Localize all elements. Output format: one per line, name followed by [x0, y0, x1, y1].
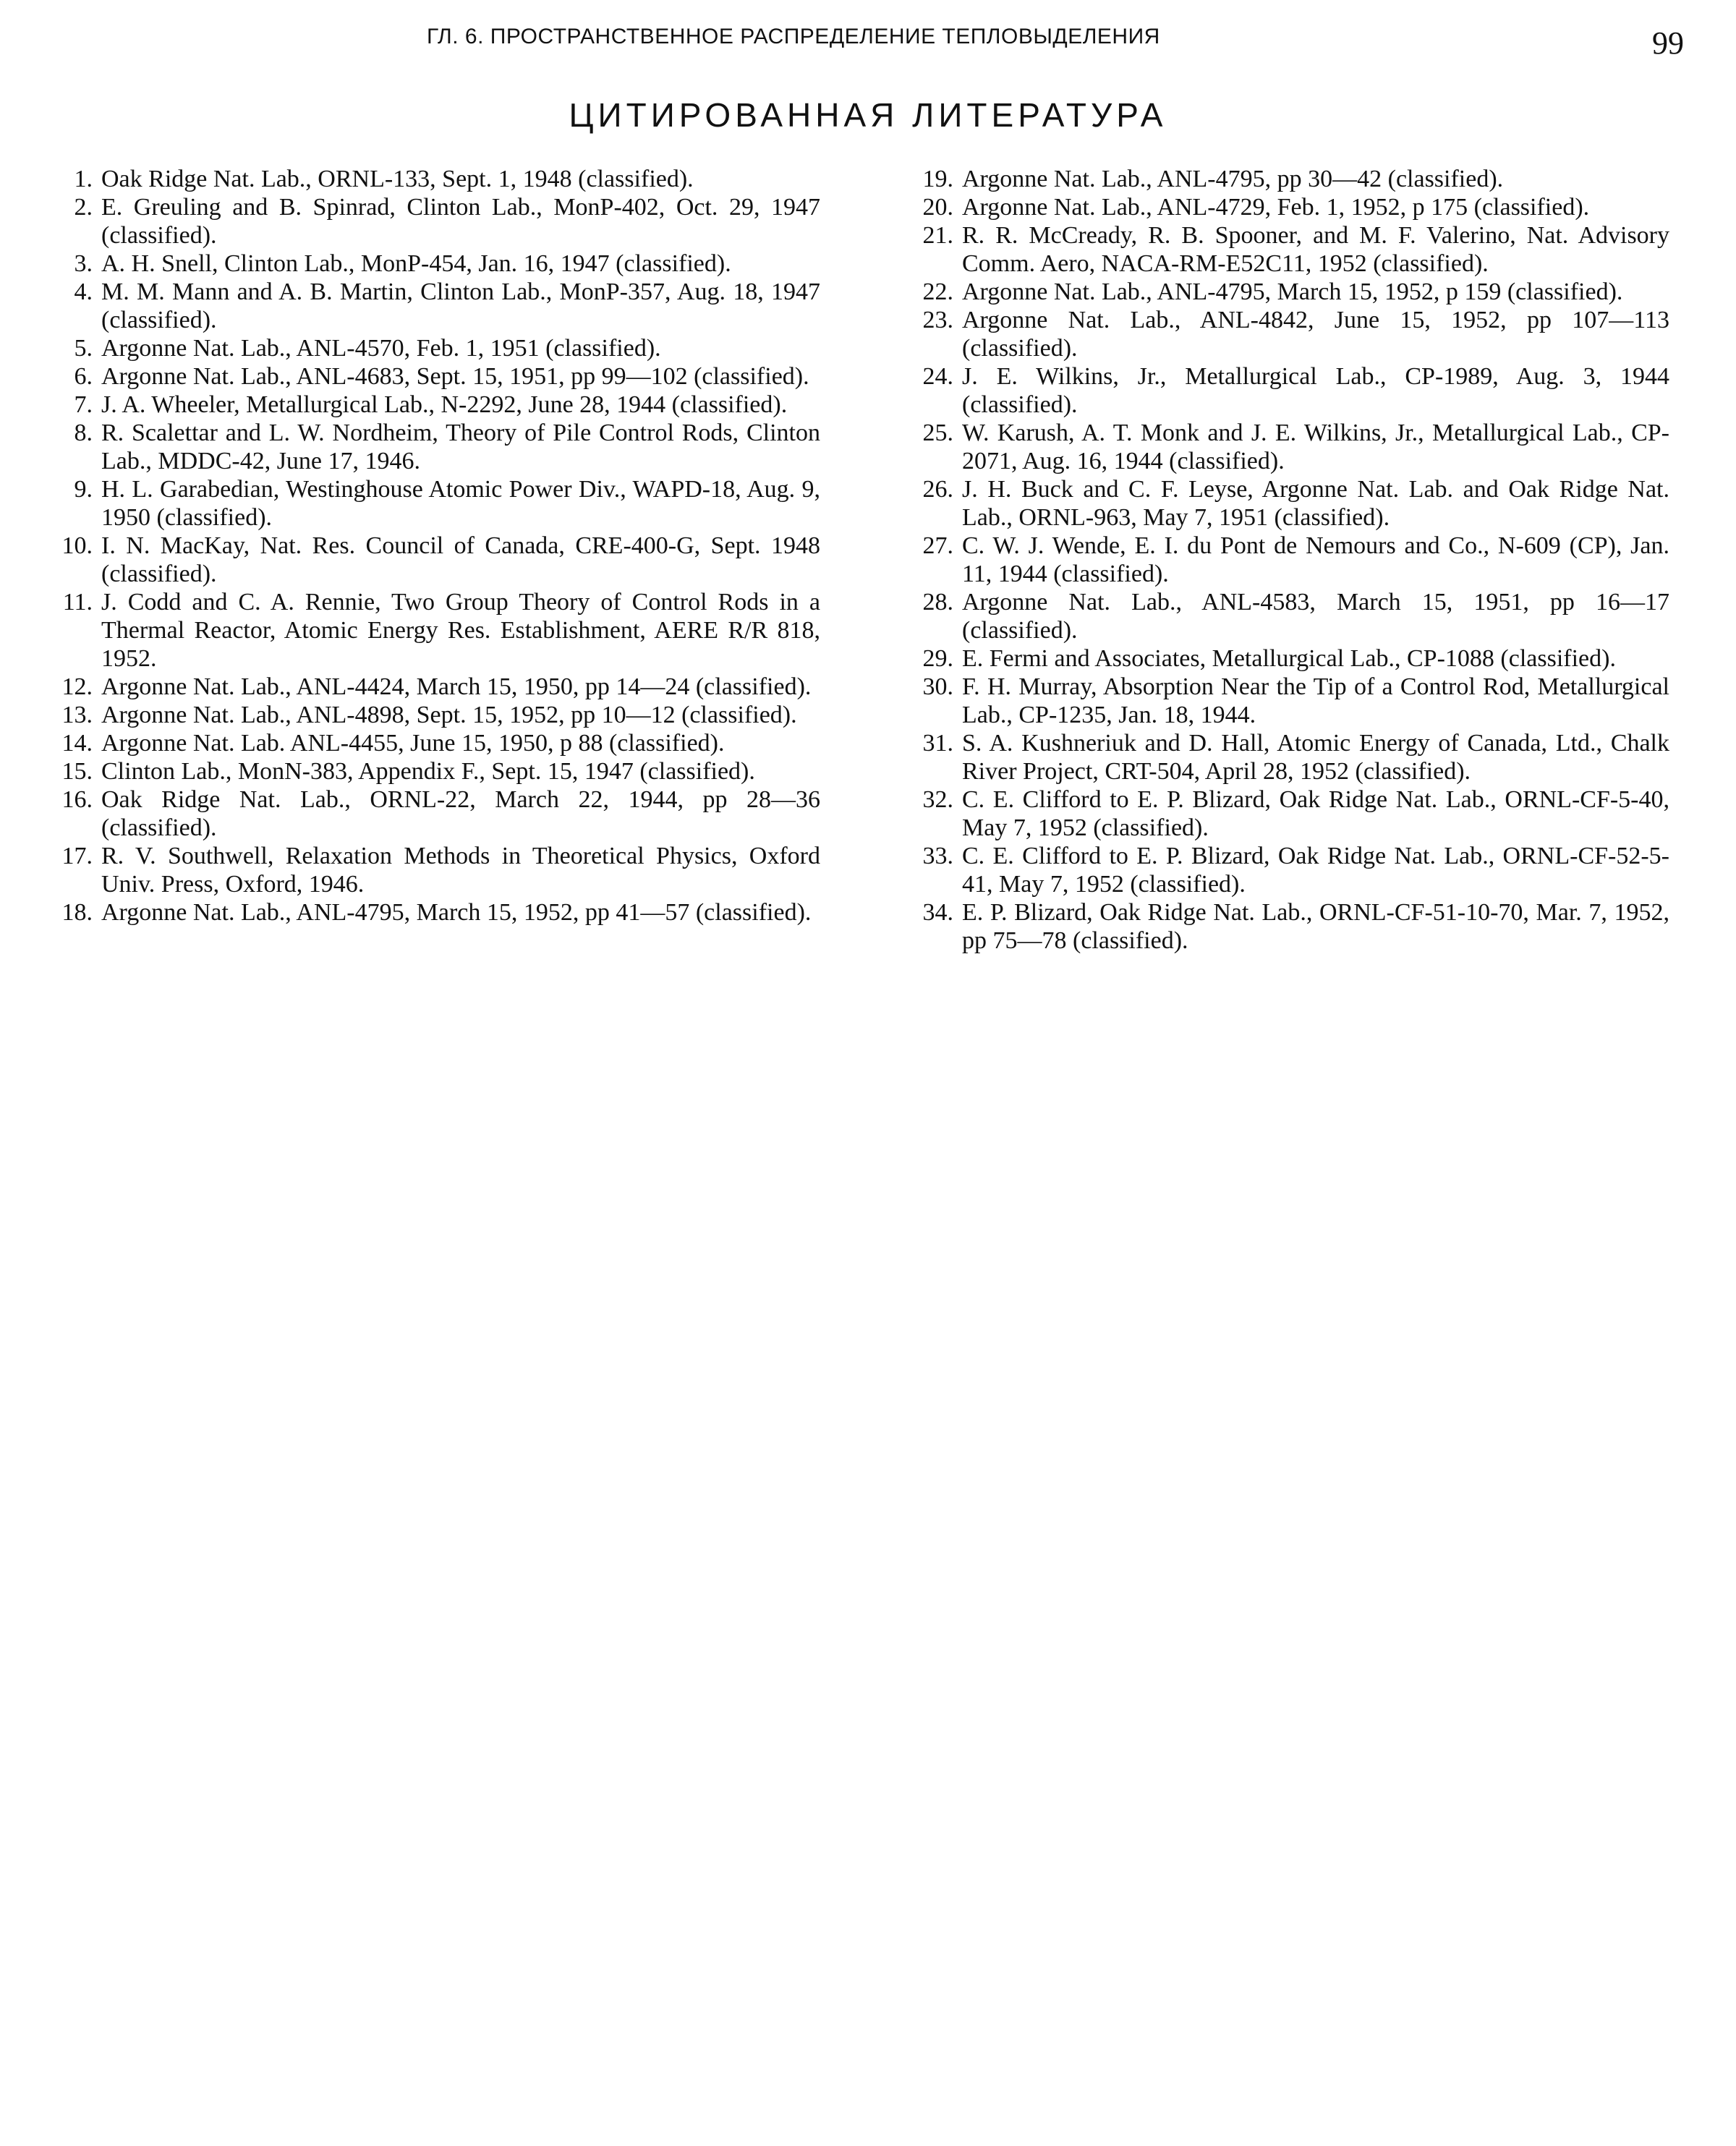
- reference-text: J. H. Buck and C. F. Leyse, Argonne Nat. Lab. and Oak Ridge Nat. Lab., ORNL-963, May 7, 1951 (classified).: [962, 476, 1669, 531]
- reference-item: [907, 673, 1669, 729]
- reference-number: 7.: [74, 391, 93, 418]
- reference-item: [907, 729, 1669, 785]
- reference-text: R. V. Southwell, Relaxation Methods in Theoretical Physics, Oxford Univ. Press, Oxford, 1946.: [101, 843, 820, 898]
- reference-item: [58, 757, 820, 785]
- reference-number: 14.: [61, 730, 93, 757]
- reference-number: 32.: [922, 786, 953, 813]
- reference-item: [58, 842, 820, 898]
- reference-number: 23.: [922, 307, 953, 333]
- reference-text: J. Codd and C. A. Rennie, Two Group Theory of Control Rods in a Thermal Reactor, Atomic Energy Res. Establishment, AERE R/R 818, 1952.: [101, 589, 820, 672]
- reference-item: [907, 532, 1669, 588]
- reference-text: Argonne Nat. Lab., ANL-4795, March 15, 1952, p 159 (classified).: [962, 278, 1623, 305]
- reference-text: Argonne Nat. Lab., ANL-4795, March 15, 1952, pp 41—57 (classified).: [101, 899, 812, 926]
- reference-item: [907, 221, 1669, 278]
- reference-number: 4.: [74, 278, 93, 305]
- section-title: ЦИТИРОВАННАЯ ЛИТЕРАТУРА: [569, 96, 1167, 134]
- reference-item: [907, 165, 1669, 193]
- reference-number: 24.: [922, 363, 953, 390]
- reference-number: 12.: [61, 673, 93, 700]
- reference-number: 30.: [922, 673, 953, 700]
- reference-number: 11.: [62, 589, 93, 616]
- reference-item: [907, 193, 1669, 221]
- reference-item: [58, 165, 820, 193]
- reference-item: [58, 588, 820, 673]
- reference-item: [58, 419, 820, 475]
- reference-number: 29.: [922, 645, 953, 672]
- reference-text: Oak Ridge Nat. Lab., ORNL-22, March 22, 1944, pp 28—36 (classified).: [101, 786, 820, 841]
- reference-text: S. A. Kushneriuk and D. Hall, Atomic Energy of Canada, Ltd., Chalk River Project, CRT-504, April 28, 1952 (classified).: [962, 730, 1669, 785]
- reference-item: [907, 306, 1669, 362]
- reference-text: Argonne Nat. Lab., ANL-4729, Feb. 1, 1952, p 175 (classified).: [962, 194, 1590, 221]
- reference-number: 6.: [74, 363, 93, 390]
- reference-item: [58, 193, 820, 250]
- reference-item: [58, 532, 820, 588]
- reference-item: [907, 278, 1669, 306]
- reference-text: M. M. Mann and A. B. Martin, Clinton Lab., MonP-357, Aug. 18, 1947 (classified).: [101, 278, 820, 333]
- reference-number: 9.: [74, 476, 93, 503]
- reference-text: R. Scalettar and L. W. Nordheim, Theory of Pile Control Rods, Clinton Lab., MDDC-42, June 17, 1946.: [101, 420, 820, 474]
- reference-number: 10.: [61, 532, 93, 559]
- references-right-column: [907, 165, 1669, 955]
- reference-text: R. R. McCready, R. B. Spooner, and M. F. Valerino, Nat. Advisory Comm. Aero, NACA-RM-E52C11, 1952 (classified).: [962, 222, 1669, 277]
- reference-item: [58, 475, 820, 532]
- reference-text: J. E. Wilkins, Jr., Metallurgical Lab., CP-1989, Aug. 3, 1944 (classified).: [962, 363, 1669, 418]
- reference-item: [58, 673, 820, 701]
- reference-number: 15.: [61, 758, 93, 785]
- reference-text: A. H. Snell, Clinton Lab., MonP-454, Jan. 16, 1947 (classified).: [101, 250, 731, 277]
- reference-text: H. L. Garabedian, Westinghouse Atomic Power Div., WAPD-18, Aug. 9, 1950 (classified).: [101, 476, 820, 531]
- reference-item: [58, 278, 820, 334]
- reference-item: [58, 391, 820, 419]
- reference-number: 26.: [922, 476, 953, 503]
- reference-text: E. Greuling and B. Spinrad, Clinton Lab., MonP-402, Oct. 29, 1947 (classified).: [101, 194, 820, 249]
- reference-text: Argonne Nat. Lab., ANL-4570, Feb. 1, 1951 (classified).: [101, 335, 661, 362]
- reference-number: 22.: [922, 278, 953, 305]
- reference-number: 8.: [74, 420, 93, 446]
- reference-number: 27.: [922, 532, 953, 559]
- reference-item: [58, 898, 820, 927]
- reference-text: Argonne Nat. Lab., ANL-4898, Sept. 15, 1952, pp 10—12 (classified).: [101, 702, 797, 728]
- running-head: ГЛ. 6. ПРОСТРАНСТВЕННОЕ РАСПРЕДЕЛЕНИЕ ТЕПЛОВЫДЕЛЕНИЯ: [427, 25, 1160, 48]
- reference-number: 3.: [74, 250, 93, 277]
- reference-number: 13.: [61, 702, 93, 728]
- reference-item: [907, 588, 1669, 644]
- reference-item: [907, 785, 1669, 842]
- reference-text: Argonne Nat. Lab., ANL-4683, Sept. 15, 1951, pp 99—102 (classified).: [101, 363, 809, 390]
- reference-number: 21.: [922, 222, 953, 249]
- reference-text: Argonne Nat. Lab., ANL-4795, pp 30—42 (classified).: [962, 166, 1504, 192]
- page-number: 99: [1652, 25, 1684, 61]
- reference-number: 16.: [61, 786, 93, 813]
- reference-text: C. E. Clifford to E. P. Blizard, Oak Ridge Nat. Lab., ORNL-CF-52-5-41, May 7, 1952 (classified).: [962, 843, 1669, 898]
- reference-number: 17.: [61, 843, 93, 869]
- reference-text: Clinton Lab., MonN-383, Appendix F., Sept. 15, 1947 (classified).: [101, 758, 755, 785]
- reference-text: W. Karush, A. T. Monk and J. E. Wilkins, Jr., Metallurgical Lab., CP-2071, Aug. 16, 1944 (classified).: [962, 420, 1669, 474]
- reference-number: 20.: [922, 194, 953, 221]
- reference-number: 25.: [922, 420, 953, 446]
- reference-text: I. N. MacKay, Nat. Res. Council of Canada, CRE-400-G, Sept. 1948 (classified).: [101, 532, 820, 587]
- reference-text: F. H. Murray, Absorption Near the Tip of a Control Rod, Metallurgical Lab., CP-1235, Jan. 18, 1944.: [962, 673, 1669, 728]
- reference-text: Argonne Nat. Lab. ANL-4455, June 15, 1950, p 88 (classified).: [101, 730, 725, 757]
- reference-number: 34.: [922, 899, 953, 926]
- reference-text: C. E. Clifford to E. P. Blizard, Oak Ridge Nat. Lab., ORNL-CF-5-40, May 7, 1952 (classified).: [962, 786, 1669, 841]
- references-left-column: [58, 165, 820, 927]
- reference-number: 28.: [922, 589, 953, 616]
- reference-number: 33.: [922, 843, 953, 869]
- reference-text: E. Fermi and Associates, Metallurgical Lab., CP-1088 (classified).: [962, 645, 1616, 672]
- reference-item: [58, 362, 820, 391]
- reference-item: [58, 785, 820, 842]
- reference-number: 2.: [74, 194, 93, 221]
- reference-text: Argonne Nat. Lab., ANL-4424, March 15, 1950, pp 14—24 (classified).: [101, 673, 812, 700]
- reference-item: [58, 250, 820, 278]
- reference-text: Argonne Nat. Lab., ANL-4842, June 15, 1952, pp 107—113 (classified).: [962, 307, 1669, 362]
- reference-text: Oak Ridge Nat. Lab., ORNL-133, Sept. 1, 1948 (classified).: [101, 166, 694, 192]
- reference-number: 18.: [61, 899, 93, 926]
- reference-number: 19.: [922, 166, 953, 192]
- reference-item: [907, 475, 1669, 532]
- reference-text: C. W. J. Wende, E. I. du Pont de Nemours and Co., N-609 (CP), Jan. 11, 1944 (classified).: [962, 532, 1669, 587]
- reference-number: 31.: [922, 730, 953, 757]
- reference-item: [58, 701, 820, 729]
- reference-text: J. A. Wheeler, Metallurgical Lab., N-2292, June 28, 1944 (classified).: [101, 391, 788, 418]
- reference-item: [907, 898, 1669, 955]
- reference-item: [58, 729, 820, 757]
- reference-item: [907, 362, 1669, 419]
- reference-text: E. P. Blizard, Oak Ridge Nat. Lab., ORNL-CF-51-10-70, Mar. 7, 1952, pp 75—78 (classified).: [962, 899, 1669, 954]
- reference-item: [907, 644, 1669, 673]
- reference-item: [907, 842, 1669, 898]
- reference-item: [907, 419, 1669, 475]
- reference-item: [58, 334, 820, 362]
- reference-number: 5.: [74, 335, 93, 362]
- reference-text: Argonne Nat. Lab., ANL-4583, March 15, 1951, pp 16—17 (classified).: [962, 589, 1669, 644]
- reference-number: 1.: [74, 166, 93, 192]
